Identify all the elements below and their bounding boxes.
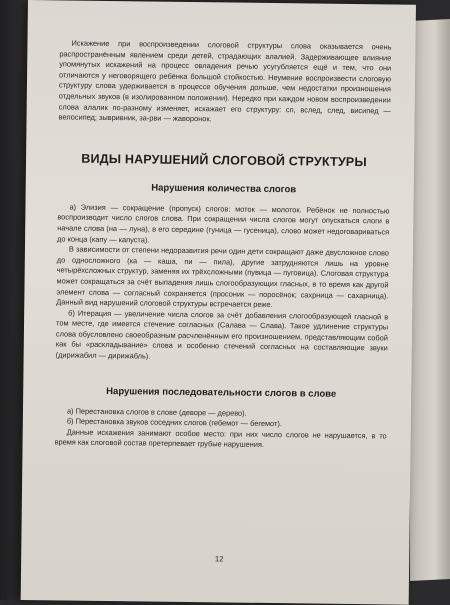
book-page: [21, 0, 416, 605]
paragraph-syllable-swap: а) Перестановка слогов в слове (деворе — дерево).: [66, 406, 247, 418]
page-number: 12: [214, 554, 224, 564]
paragraph-sound-swap: б) Перестановка звуков соседних слогов (гебемот — бегемот).: [66, 416, 282, 429]
subsection-title-quantity: Нарушения количества слогов: [151, 182, 297, 196]
subsection-title-sequence: Нарушения последовательности слогов в слове: [106, 385, 337, 400]
paragraph-sequence-note: Данные искажения занимают особое место: при них число слогов не нарушается, в то время как слоговой состав претерпевает грубые нарушения.: [54, 427, 387, 450]
intro-paragraph: Искажение при воспроизведении слоговой структуры слова оказывается очень распространённым явлением среди детей, страдающих алалией. Задерживающее влияние упомянутых искажений на процесс овладения речью усугубляется ещё и тем, что они отличаются у неговорящего ребёнка большой стойкостью. Неумение воспроизвести слоговую структуру слова удерживается в процессе обучения дольше, чем недостатки произношения отдельных звуков (в изолированном положении). Нередко при каждом новом воспроизведении слова алалик по-разному изменяет, искажает его структуру: сп, вслед, след, висипед — велосипед; зывривник, за-рви — жаворонок.: [58, 38, 392, 124]
paragraph-dependency: В зависимости от степени недоразвития речи один дети сокращают даже двусложное слово до односложного (ка — каша, пи — пила), другие затрудняются лишь на уровне четырёхсложных структур, заменяя их трёхсложными (пувица — пуговица). Слоговая структура может сокращаться за счёт выпадения лишь слогообразующих гласных, в то время как другой элемент слова — согласный сохраняется (просоник — поросёнок; сахрница — сахарница). Данный вид нарушений слоговой структуры встречается реже.: [56, 244, 389, 310]
paragraph-iteration: б) Итерация — увеличение числа слогов за счёт добавления слогообразующей гласной в том месте, где имеется стечение согласных (Салава — Слава). Такое удлинение структуры слова обусловлено своеобразным расчленённым его произношением, представляющим собой как бы «раскладывание» слова и особенно стечений согласных на составляющие звуки (дирижабил — дирижабль).: [55, 308, 389, 361]
page-content: [54, 38, 392, 564]
paragraph-elision: а) Элизия — сокращение (пропуск) слогов: моток — молоток. Ребёнок не полностью воспроизводит число слогов слова. При сокращении числа слогов могут опускаться слоги в начале слова (на — луна), в его середине (гуница — гусеница), слово может недоговариваться до конца (капу — капуста).: [57, 202, 390, 245]
adjacent-page: [410, 19, 450, 581]
section-title: ВИДЫ НАРУШЕНИЙ СЛОГОВОЙ СТРУКТУРЫ: [81, 151, 367, 169]
